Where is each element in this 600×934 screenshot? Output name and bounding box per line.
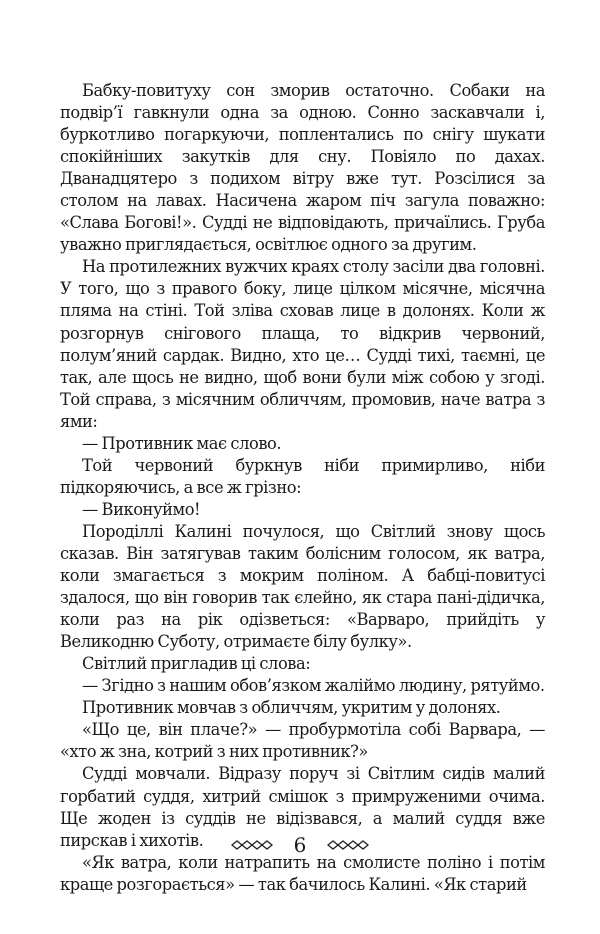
paragraph: Бабку-повитуху сон зморив остаточно. Собаки на подвір’ї гавкнули одна за одною. Сонно заскавчали і, буркотливо погаркуючи, поплентались по снігу шукати спокійніших закутків для сну. Повіяло по дахах. Дванадцятеро з подихом вітру вже тут. Розсілися за столом на лавах. Насичена жаром піч загула поважно: «Слава Богові!». Судді не відповідають, причаїлись. Груба уважно приглядається, освітлює одного за другим. (60, 81, 545, 255)
ornament-right-icon (326, 839, 370, 851)
paragraph: Породіллі Калині почулося, що Світлий знову щось сказав. Він затягував таким болісним голосом, як ватра, коли змагається з мокрим поліном. А бабці-повитусі здалося, що він говорив так єлейно, як стара пані-дідичка, коли раз на рік одізветься: «Варваро, прийдіть у Великодню Суботу, отримаєте білу булку». (60, 521, 545, 652)
body-text (60, 80, 545, 896)
paragraph: Противник мовчав з обличчям, укритим у долонях. (82, 698, 501, 718)
paragraph: Той червоний буркнув ніби примирливо, ніби підкоряючись, а все ж грізно: (60, 455, 545, 497)
ornament-left-icon (230, 839, 274, 851)
paragraph: — Згідно з нашим обов’язком жаліймо людину, рятуймо. (82, 676, 545, 696)
paragraph: На протилежних вужчих краях столу засіли два головні. У того, що з правого боку, лице цілком місячне, місячна пляма на стіні. Той зліва сховав лице в долонях. Коли ж розгорнув снігового плаща, то відкрив червоний, полум’яний сардак. Видно, хто це… Судді тихі, таємні, це так, але щось не видно, щоб вони були між собою у згоді. Той справа, з місячним обличчям, промовив, наче ватра з ями: (60, 257, 545, 431)
page-number: 6 (293, 833, 307, 857)
paragraph: Світлий пригладив ці слова: (82, 654, 311, 674)
paragraph: «Що це, він плаче?» — пробурмотіла собі Варвара, — «хто ж зна, котрий з них противник?» (60, 720, 545, 762)
paragraph: — Противник має слово. (82, 433, 282, 453)
page-footer (0, 833, 600, 857)
paragraph: — Виконуймо! (82, 499, 201, 519)
paragraph: «Як ватра, коли натрапить на смолисте поліно і потім краще розгорається» — так бачилось Калині. «Як старий (60, 852, 545, 894)
paragraph: Судді мовчали. Відразу поруч зі Світлим сидів малий горбатий суддя, хитрий смішок з примруженими очима. Ще жоден із суддів не відізвався, а малий суддя вже пирскав і хихотів. (60, 764, 545, 850)
